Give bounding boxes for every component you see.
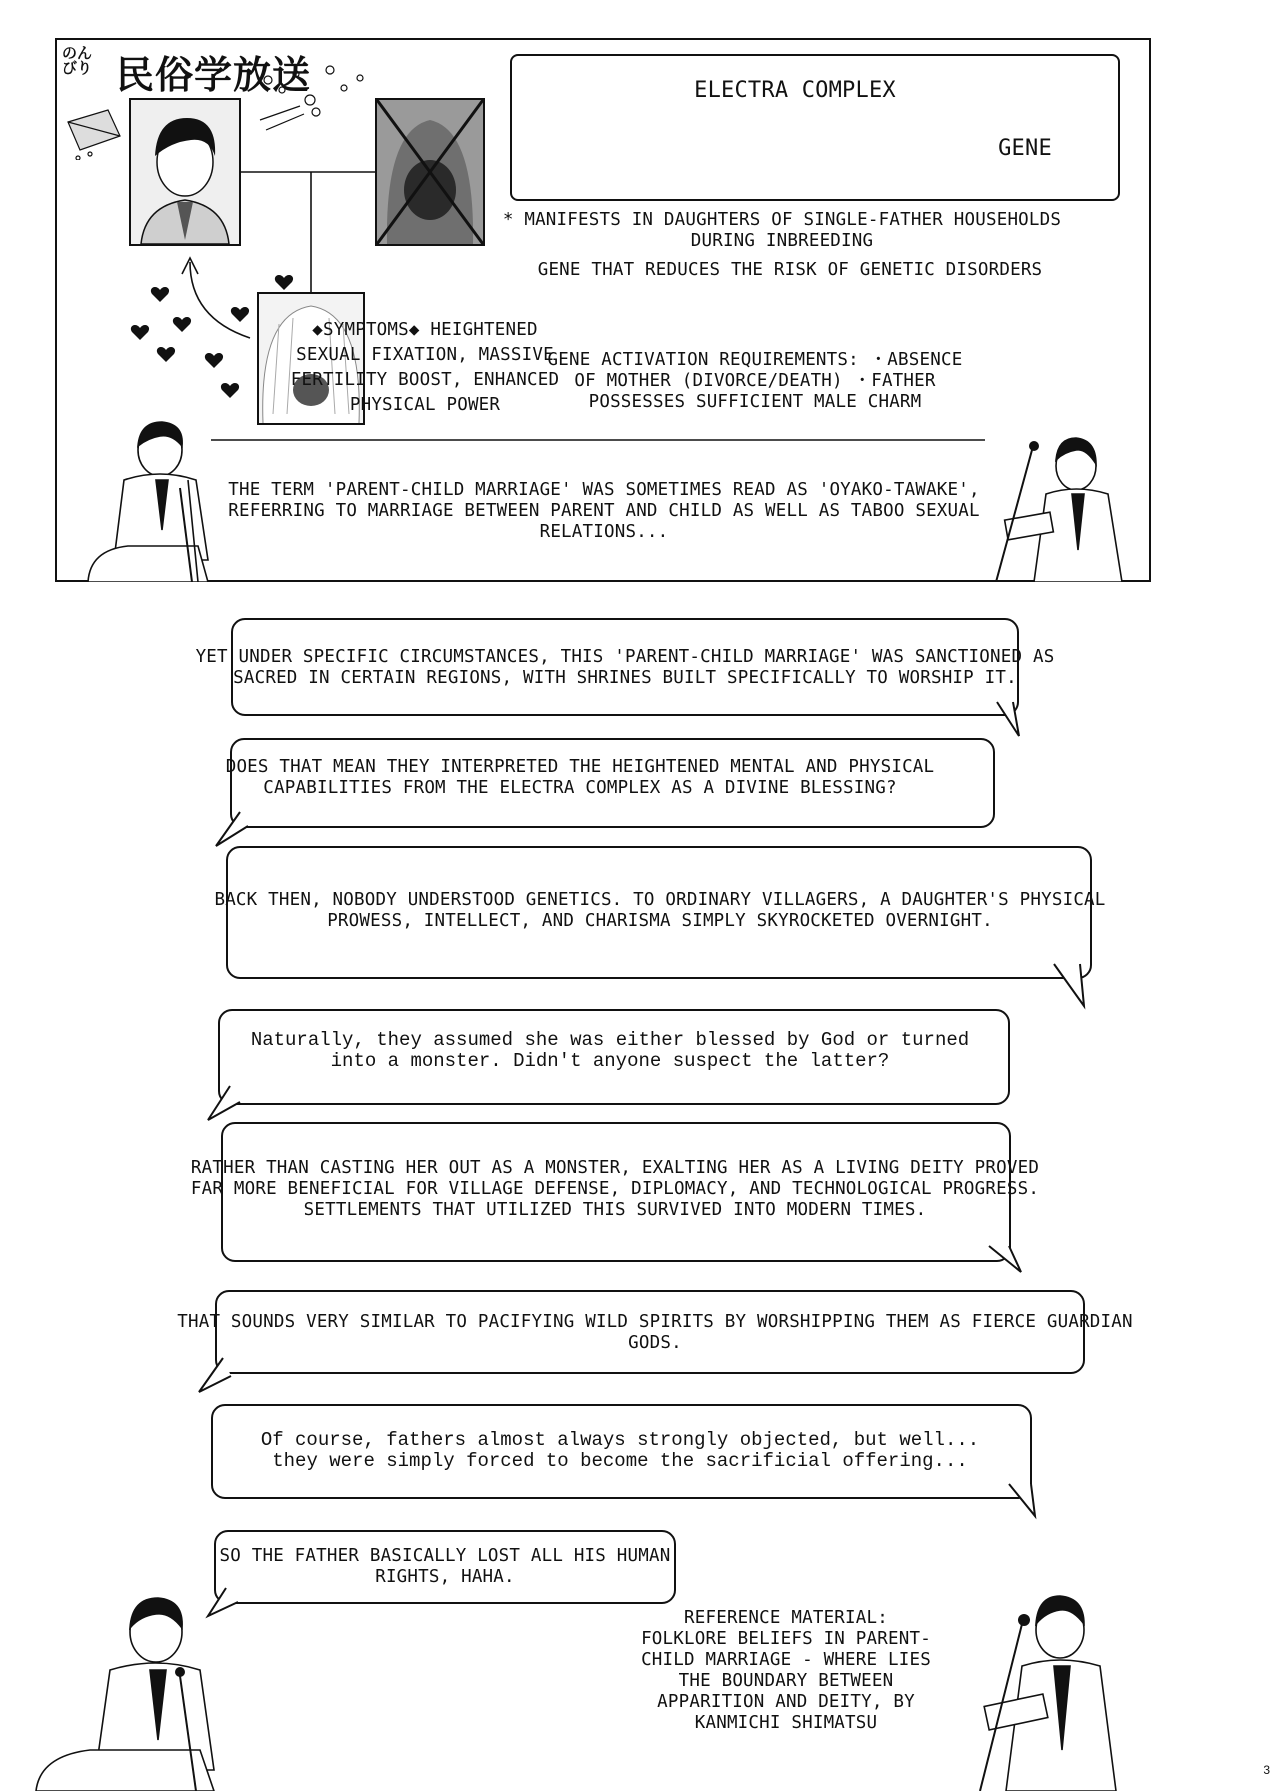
dialogue-2: DOES THAT MEAN THEY INTERPRETED THE HEIGHTENED MENTAL AND PHYSICAL CAPABILITIES FROM THE ELECTRA COMPLEX AS A DIVINE BLESSING? — [225, 757, 935, 798]
dialogue-5: RATHER THAN CASTING HER OUT AS A MONSTER, EXALTING HER AS A LIVING DEITY PROVED FAR MORE BENEFICIAL FOR VILLAGE DEFENSE, DIPLOMACY, AND TECHNOLOGICAL PROGRESS. SETTLEMENTS THAT UTILIZED THIS SURVIVED INTO MODERN TIMES. — [190, 1158, 1040, 1220]
bubble-tail-1 — [995, 700, 1035, 740]
title-box — [510, 54, 1120, 201]
hearts-decoration — [131, 275, 293, 398]
bubble-tail-4 — [206, 1084, 246, 1124]
left-host-bottom-illustration — [30, 1580, 250, 1791]
infographic-title: ELECTRA COMPLEX — [694, 78, 896, 103]
bubble-tail-7 — [1005, 1482, 1045, 1522]
manifests-note: * MANIFESTS IN DAUGHTERS OF SINGLE-FATHER HOUSEHOLDS DURING INBREEDING — [502, 210, 1062, 251]
bubble-tail-3 — [1050, 960, 1090, 1010]
left-host-illustration — [68, 410, 238, 582]
bubble-tail-2 — [212, 810, 252, 850]
gene-note: GENE THAT REDUCES THE RISK OF GENETIC DISORDERS — [537, 260, 1043, 280]
dialogue-6: THAT SOUNDS VERY SIMILAR TO PACIFYING WILD SPIRITS BY WORSHIPPING THEM AS FIERCE GUARDIAN GODS. — [177, 1312, 1133, 1353]
panel-caption: THE TERM 'PARENT-CHILD MARRIAGE' WAS SOMETIMES READ AS 'OYAKO-TAWAKE', REFERRING TO MARRIAGE BETWEEN PARENT AND CHILD AS WELL AS TABOO SEXUAL RELATIONS... — [228, 480, 980, 542]
logo-title: 民俗学放送 — [116, 53, 312, 97]
dialogue-3: BACK THEN, NOBODY UNDERSTOOD GENETICS. TO ORDINARY VILLAGERS, A DAUGHTER'S PHYSICAL PROWESS, INTELLECT, AND CHARISMA SIMPLY SKYROCKETED OVERNIGHT. — [214, 890, 1106, 931]
dialogue-7: Of course, fathers almost always strongly objected, but well... they were simply forced to become the sacrificial offering... — [260, 1429, 980, 1472]
bubble-tail-6 — [195, 1356, 235, 1396]
page-number: 3 — [1263, 1763, 1270, 1777]
dialogue-8: SO THE FATHER BASICALLY LOST ALL HIS HUMAN RIGHTS, HAHA. — [219, 1546, 671, 1587]
infographic-subtitle: GENE — [998, 136, 1052, 161]
right-host-bottom-illustration — [930, 1580, 1150, 1791]
bubble-tail-5 — [985, 1242, 1025, 1282]
requirements-note: GENE ACTIVATION REQUIREMENTS: ・ABSENCE OF MOTHER (DIVORCE/DEATH) ・FATHER POSSESSES SUFFICIENT MALE CHARM — [547, 350, 963, 412]
logo-small-text: のんびり — [62, 44, 93, 77]
dialogue-4: Naturally, they assumed she was either blessed by God or turned into a monster. Didn't anyone suspect the latter? — [250, 1029, 970, 1072]
right-host-illustration — [976, 430, 1146, 582]
symptoms-note: ◆SYMPTOMS◆ HEIGHTENED SEXUAL FIXATION, MASSIVE FERTILITY BOOST, ENHANCED PHYSICAL POWER — [290, 320, 560, 415]
reference-citation: REFERENCE MATERIAL: FOLKLORE BELIEFS IN PARENT-CHILD MARRIAGE - WHERE LIES THE BOUNDARY BETWEEN APPARITION AND DEITY, BY KANMICHI SHIMATSU — [641, 1608, 931, 1733]
dialogue-1: YET UNDER SPECIFIC CIRCUMSTANCES, THIS 'PARENT-CHILD MARRIAGE' WAS SANCTIONED AS SACRED IN CERTAIN REGIONS, WITH SHRINES BUILT SPECIFICALLY TO WORSHIP IT. — [195, 647, 1055, 688]
